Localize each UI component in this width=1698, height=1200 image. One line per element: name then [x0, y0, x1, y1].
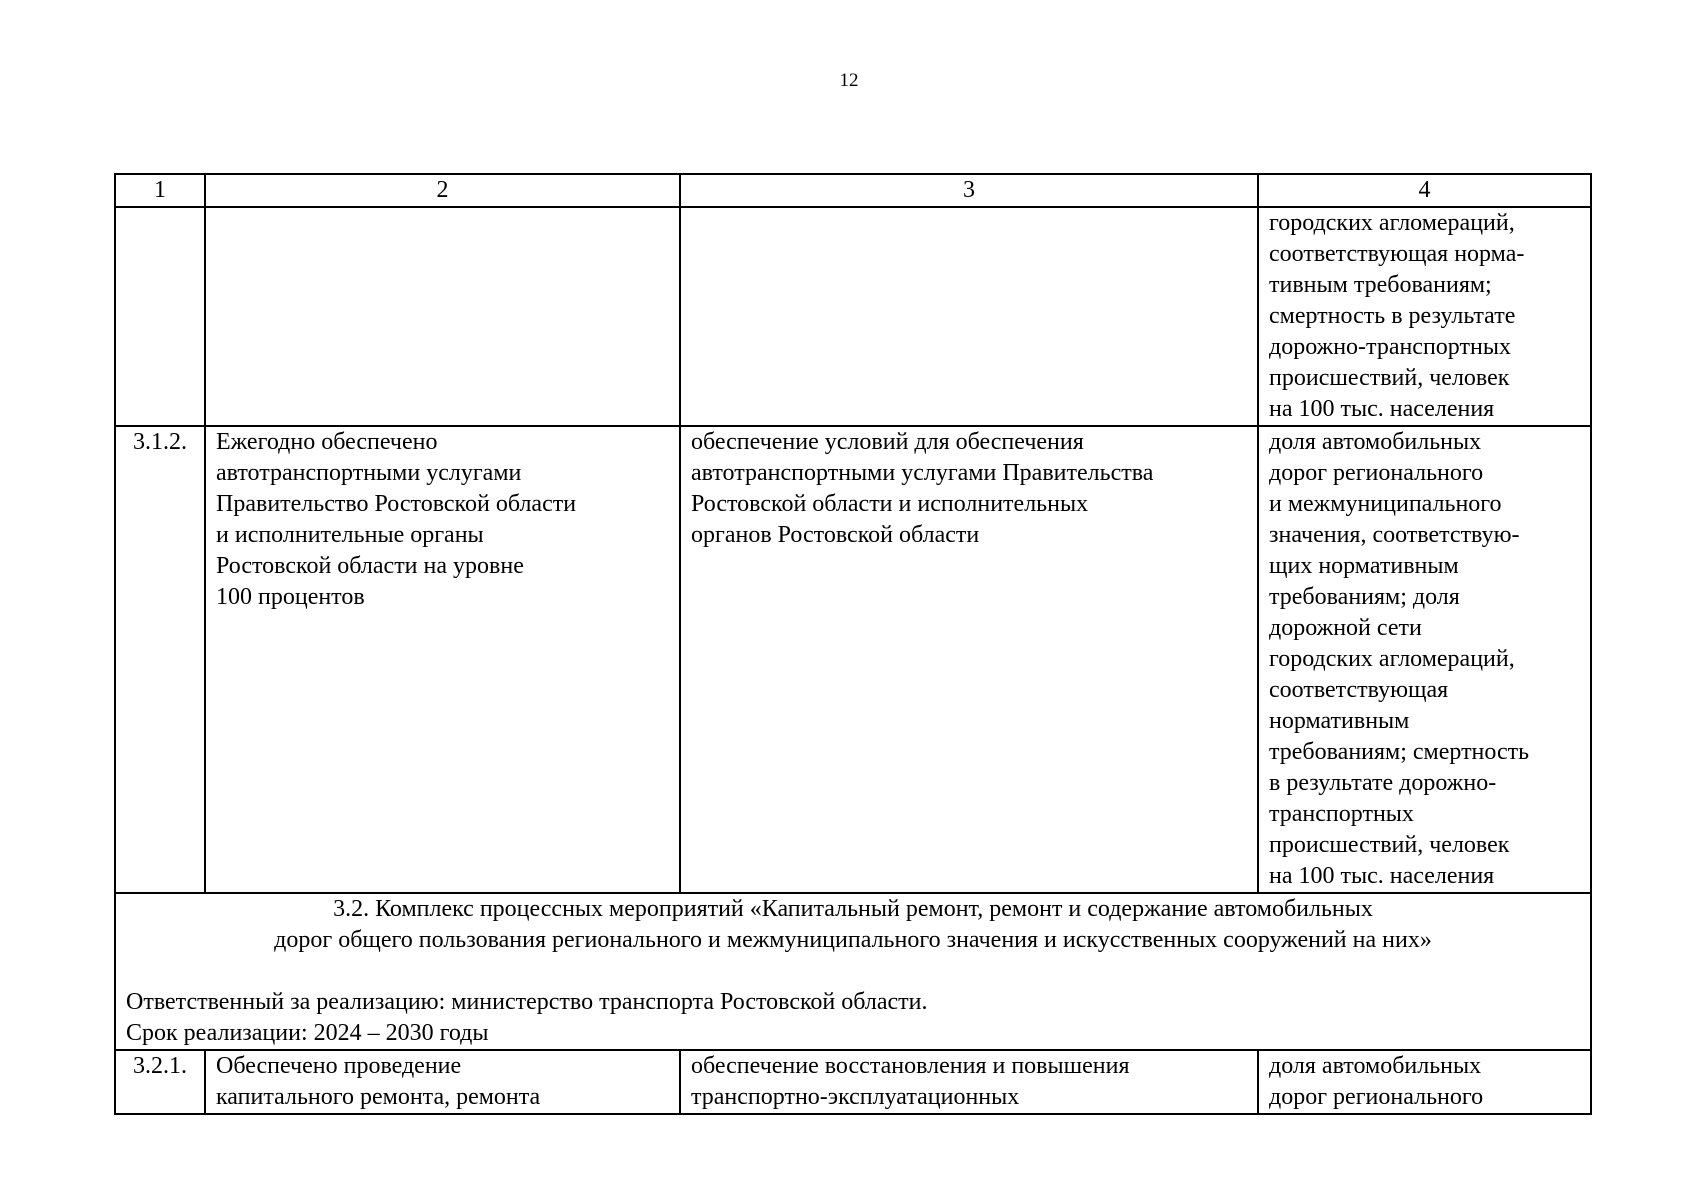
continued-result-cell — [205, 207, 680, 426]
continued-indicators-cell: городских агломераций, соответствующая норма- тивным требованиям; смертность в результате дорожно-транспортных происшествий, человек на 100 тыс. населения — [1258, 207, 1591, 426]
page-number: 12 — [839, 70, 859, 91]
section-responsible: Ответственный за реализацию: министерство транспорта Ростовской области. — [126, 989, 928, 1015]
table-header-row — [115, 174, 1591, 207]
description-cell: обеспечение восстановления и повышения транспортно-эксплуатационных — [680, 1050, 1258, 1114]
column-number-2: 2 — [205, 174, 680, 207]
table-row-3-2-1 — [115, 1050, 1591, 1114]
indicators-cell: доля автомобильных дорог регионального — [1258, 1050, 1591, 1114]
section-title: 3.2. Комплекс процессных мероприятий «Капитальный ремонт, ремонт и содержание автомобильных дорог общего пользования регионального и межмуниципального значения и искусственных сооружений на них» — [274, 896, 1432, 953]
table-row-3-1-2 — [115, 426, 1591, 893]
column-number-1: 1 — [115, 174, 205, 207]
measures-table — [114, 173, 1592, 1115]
section-header-row-3-2 — [115, 893, 1591, 1050]
result-cell: Обеспечено проведение капитального ремонта, ремонта — [205, 1050, 680, 1114]
row-number-cell: 3.1.2. — [115, 426, 205, 893]
table-row-continued — [115, 207, 1591, 426]
description-cell: обеспечение условий для обеспечения автотранспортными услугами Правительства Ростовской области и исполнительных органов Ростовской области — [680, 426, 1258, 893]
continued-description-cell — [680, 207, 1258, 426]
continued-number-cell — [115, 207, 205, 426]
column-number-4: 4 — [1258, 174, 1591, 207]
row-number-cell: 3.2.1. — [115, 1050, 205, 1114]
indicators-cell: доля автомобильных дорог регионального и межмуниципального значения, соответствую- щих нормативным требованиям; доля дорожной сети городских агломераций, соответствующая нормативным требованиям; смертность в результате дорожно- транспортных происшествий, человек на 100 тыс. населения — [1258, 426, 1591, 893]
section-spacer — [126, 956, 1580, 987]
result-cell: Ежегодно обеспечено автотранспортными услугами Правительство Ростовской области и исполнительные органы Ростовской области на уровне 100 процентов — [205, 426, 680, 893]
section-header-cell — [115, 893, 1591, 1050]
section-period: Срок реализации: 2024 – 2030 годы — [126, 1020, 489, 1046]
column-number-3: 3 — [680, 174, 1258, 207]
